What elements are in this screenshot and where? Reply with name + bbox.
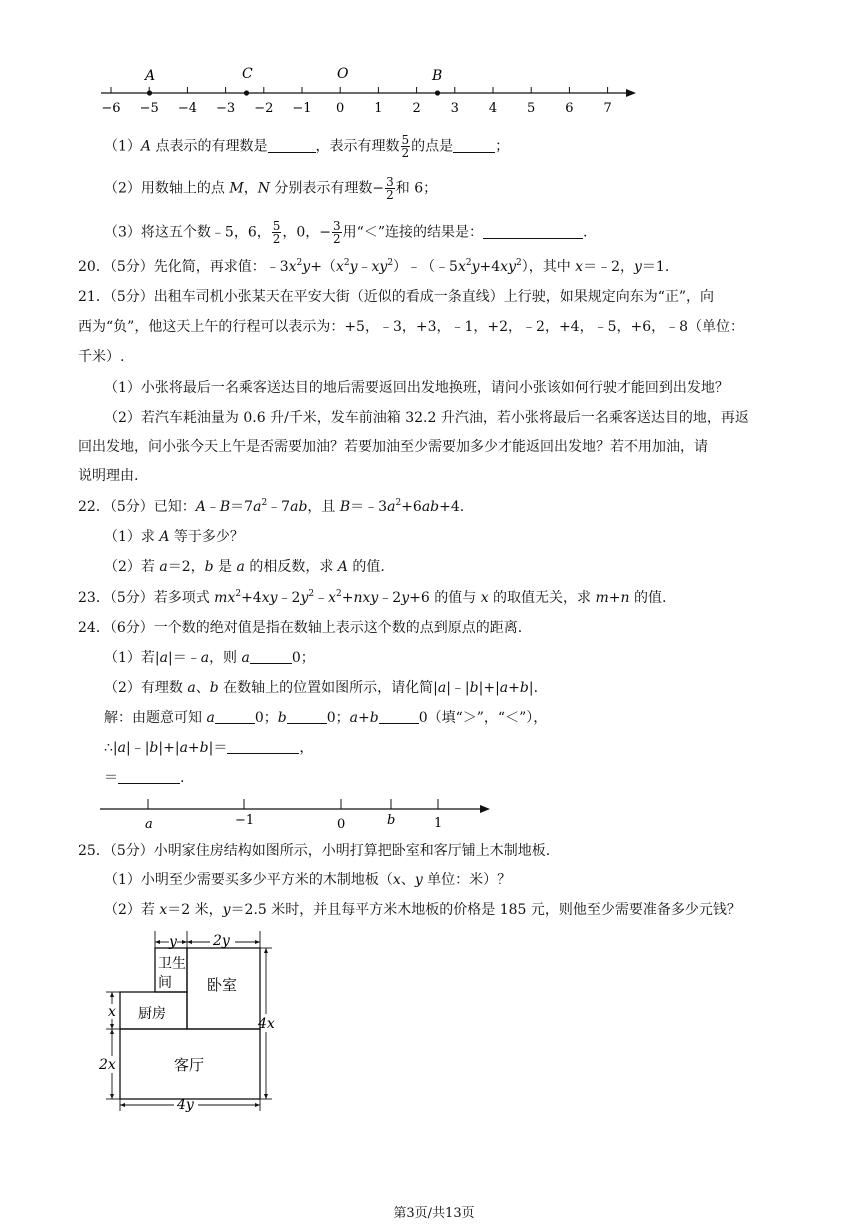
nl2-label-a: a — [145, 817, 153, 832]
question-24-therefore: ∴|a|﹣|b|+|a+b|＝ ， — [104, 740, 314, 756]
point-label-b: B — [432, 68, 443, 84]
nl2-label-1: 1 — [434, 816, 443, 831]
answer-blank[interactable] — [268, 138, 316, 153]
dim-2x-left: 2x — [99, 1057, 116, 1073]
question-23: 23．（5分）若多项式 $mx^2+4xy﹣2y^2﹣x^2+nxy﹣2y+6$ 的值与 x 的取值无关，求 m+n 的值. — [78, 589, 667, 606]
answer-blank[interactable] — [227, 739, 299, 754]
tick-label: −2 — [254, 101, 274, 116]
floor-plan-diagram — [96, 928, 286, 1113]
question-21-part2-line3: 说明理由. — [78, 468, 139, 484]
answer-blank[interactable] — [118, 769, 180, 784]
question-21-line2: 西为“负”，他这天上午的行程可以表示为：+5，﹣3，+3，﹣1，+2，﹣2，+4，﹣5，+6，﹣8（单位： — [78, 319, 745, 335]
question-25: 25．（5分）小明家住房结构如图所示，小明打算把卧室和客厅铺上木制地板. — [78, 843, 551, 859]
page-footer: 第3页/共13页 — [393, 1206, 475, 1221]
q19-part1: （1）A 点表示的有理数是 ，表示有理数 $\frac{5}{2}$ 的点是 ； — [104, 133, 510, 160]
tick-label: 6 — [565, 101, 574, 116]
question-24: 24．（6分）一个数的绝对值是指在数轴上表示这个数的点到原点的距离. — [78, 620, 523, 636]
fraction: $\frac{5}{2}$ — [272, 219, 281, 246]
tick-label: 2 — [412, 101, 421, 116]
fraction: $\frac{3}{2}$ — [386, 175, 394, 202]
question-24-part2: （2）有理数 a、b 在数轴上的位置如图所示，请化简|a|﹣|b|+|a+b|. — [104, 680, 539, 696]
number-line-1 — [96, 62, 641, 118]
tick-label: 5 — [527, 101, 536, 116]
q19-part2: （2）用数轴上的点 M，N 分别表示有理数− $\frac{3}{2}$ 和 6； — [104, 175, 438, 202]
tick-label: −1 — [292, 101, 312, 116]
question-21-part2-line2: 回出发地，问小张今天上午是否需要加油？若要加油至少需要加多少才能返回出发地？若不用加油，请 — [78, 439, 708, 455]
tick-label: 4 — [488, 101, 498, 116]
question-24-part1: （1）若|a|＝﹣a，则 a 0； — [104, 650, 315, 666]
number-line-2 — [96, 792, 496, 832]
point-label-c: C — [242, 66, 253, 82]
question-20: 20．（5分）先化简，再求值：$﹣3x^2y+(x^2y﹣xy^2)﹣(﹣5x^2y+4xy^2)$，其中 x＝﹣2，y＝1. — [78, 258, 670, 275]
question-24-solution: 解：由题意可知 a 0；b 0；a+b 0（填“＞”，“＜”）， — [104, 710, 548, 726]
question-22-part1: （1）求 A 等于多少？ — [104, 529, 244, 545]
answer-blank[interactable] — [287, 709, 327, 724]
q19-part3: （3）将这五个数﹣5，6， $\frac{5}{2}$ ，0，− $\frac{3}{2}$ 用“＜”连接的结果是： . — [104, 219, 588, 246]
nl2-label-0: 0 — [337, 817, 346, 832]
answer-blank[interactable] — [453, 138, 495, 153]
room-living: 客厅 — [174, 1056, 205, 1074]
question-21-part1: （1）小张将最后一名乘客送达目的地后需要返回出发地换班，请问小张该如何行驶才能回到出发地？ — [104, 380, 729, 396]
dim-2y-top: 2y — [213, 933, 230, 949]
tick-label: −5 — [139, 101, 159, 116]
tick-label: −3 — [216, 101, 236, 116]
question-22: 22．（5分）已知：$A﹣B=7a^2﹣7ab$，且 $B=﹣3a^2+6ab+4$. — [78, 498, 465, 515]
question-25-part1: （1）小明至少需要买多少平方米的木制地板（x、y 单位：米）？ — [104, 872, 512, 888]
tick-label: 1 — [374, 101, 383, 116]
question-21-line3: 千米）. — [78, 349, 125, 365]
tick-label: 7 — [603, 101, 612, 116]
nl2-label-minus1: −1 — [235, 813, 255, 828]
tick-label: −6 — [101, 101, 121, 116]
tick-label: 3 — [450, 101, 459, 116]
answer-blank[interactable] — [215, 709, 255, 724]
tick-label: −4 — [177, 101, 197, 116]
dim-x-left: x — [108, 1004, 116, 1020]
room-bedroom: 卧室 — [207, 976, 238, 994]
dim-4x-right: 4x — [258, 1016, 275, 1032]
tick-label: 0 — [336, 101, 345, 116]
nl2-label-b: b — [387, 813, 396, 828]
question-22-part2: （2）若 a＝2，b 是 a 的相反数，求 A 的值. — [104, 559, 385, 575]
room-bathroom-l2: 间 — [158, 975, 172, 991]
question-25-part2: （2）若 x＝2 米，y＝2.5 米时，并且每平方米木地板的价格是 185 元，则他至少需要准备多少元钱？ — [104, 902, 741, 918]
fraction: $\frac{3}{2}$ — [333, 219, 341, 246]
room-bathroom-l1: 卫生 — [158, 956, 186, 972]
answer-blank[interactable] — [250, 649, 292, 664]
point-label-a: A — [145, 68, 156, 84]
dim-y-top: y — [169, 934, 177, 950]
room-kitchen: 厨房 — [138, 1006, 166, 1022]
dim-4y-bottom: 4y — [177, 1097, 194, 1113]
answer-blank[interactable] — [483, 224, 583, 239]
point-label-o: O — [337, 66, 349, 82]
answer-blank[interactable] — [379, 709, 419, 724]
question-24-result: ＝ . — [104, 770, 185, 786]
question-21-part2-line1: （2）若汽车耗油量为 0.6 升/千米，发车前油箱 32.2 升汽油，若小张将最后一名乘客送达目的地，再返 — [104, 410, 749, 426]
fraction: $\frac{5}{2}$ — [401, 133, 410, 160]
question-21-line1: 21．（5分）出租车司机小张某天在平安大街（近似的看成一条直线）上行驶，如果规定向东为“正”，向 — [78, 289, 715, 305]
